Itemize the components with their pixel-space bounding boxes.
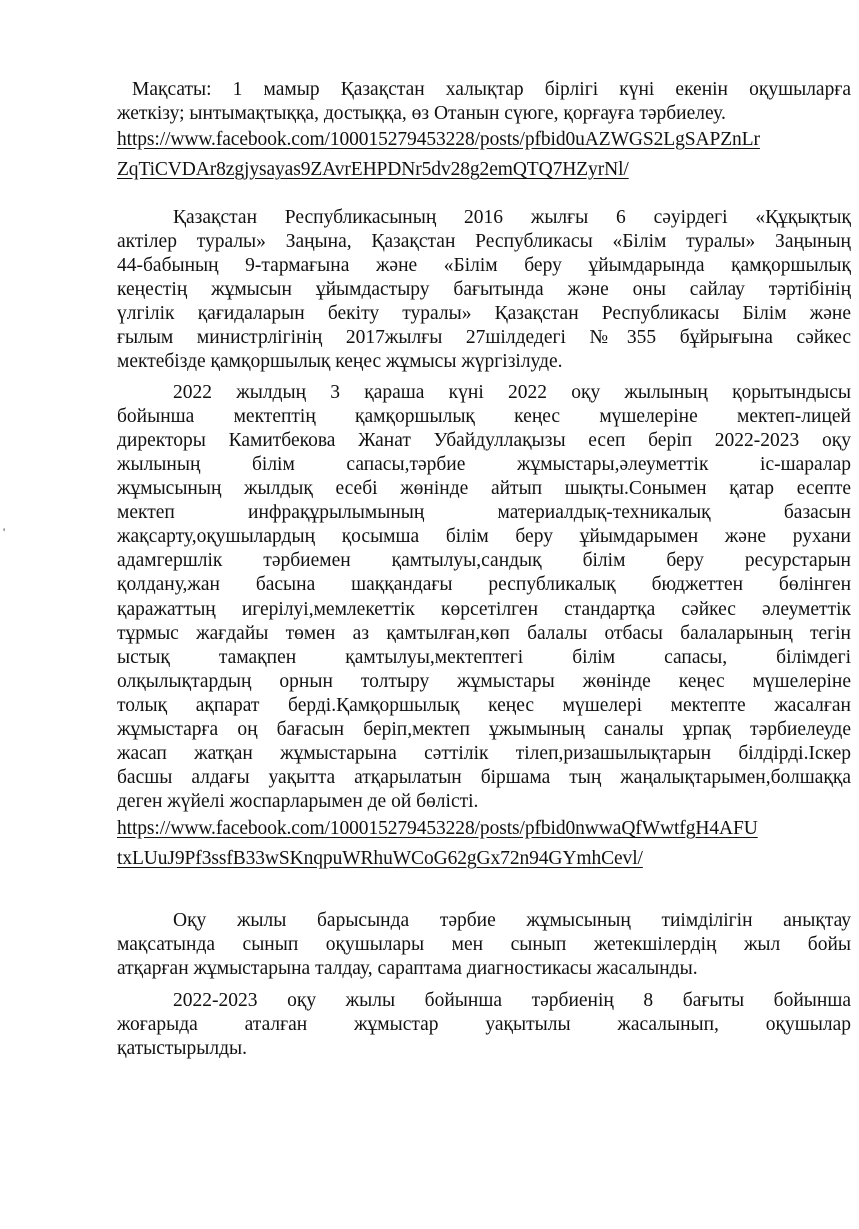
text-line: олқылықтардың орнын толтыру жұмыстары жөнінде кеңес мүшелеріне — [117, 671, 851, 692]
text-line: қатыстырылды. — [117, 1038, 248, 1059]
text-line: қолдану,жан басына шаққандағы республикалық бюджеттен бөлінген — [117, 574, 851, 595]
text-line: адамгершлік тәрбиемен қамтылуы,сандық білім беру ресурстарын — [117, 550, 851, 571]
link-line[interactable]: https://www.facebook.com/100015279453228/posts/pfbid0nwwaQfWwtfgH4AFU — [117, 818, 758, 839]
text-line: мақсатында сынып оқушылары мен сынып жетекшілердің жыл бойы — [117, 934, 851, 955]
text-line: жылының білім сапасы,тәрбие жұмыстары,әлеуметтік іс-шаралар — [117, 454, 851, 475]
text-line: жоғарыда аталған жұмыстар уақытылы жасалынып, оқушылар — [117, 1014, 851, 1035]
text-line: ыстық тамақпен қамтылуы,мектептегі білім сапасы, білімдегі — [117, 647, 851, 668]
text-line: жеткізу; ынтымақтыққа, достыққа, өз Отанын сүюге, қорғауға тәрбиелеу. — [117, 103, 726, 124]
text-line: тұрмыс жағдайы төмен аз қамтылған,көп балалы отбасы балаларының тегін — [117, 623, 851, 644]
text-line: атқарған жұмыстарына талдау, сараптама диагностикасы жасалынды. — [117, 958, 698, 979]
link-line[interactable]: https://www.facebook.com/100015279453228/posts/pfbid0uAZWGS2LgSAPZnLr — [117, 129, 760, 150]
text-line: директоры Камитбекова Жанат Убайдуллақызы есеп беріп 2022-2023 оқу — [117, 430, 851, 451]
text-line: ғылым министрлігінің 2017жылғы 27шілдедегі №355 бұйрығына сәйкес — [117, 327, 851, 348]
text-line: қаражаттың игерілуі,мемлекеттік көрсетілген стандартқа сәйкес әлеуметтік — [117, 599, 851, 620]
text-line: деген жүйелі жоспарларымен де ой бөлісті. — [117, 791, 479, 812]
text-line: жақсарту,оқушылардың қосымша білім беру ұйымдарымен және рухани — [117, 526, 851, 547]
text-line: мектебізде қамқоршылық кеңес жұмысы жүргізілуде. — [117, 351, 563, 372]
text-line: Қазақстан Республикасының 2016 жылғы 6 сәуірдегі «Құқықтық — [173, 207, 851, 228]
text-line: Оқу жылы барысында тәрбие жұмысының тиімділігін анықтау — [173, 910, 851, 931]
text-line: кеңестің жұмысын ұйымдастыру бағытында және оны сайлау тәртібінің — [117, 279, 851, 300]
text-line: толық ақпарат берді.Қамқоршылық кеңес мүшелері мектепте жасалған — [117, 695, 851, 716]
link-line[interactable]: ZqTiCVDAr8zgjysayas9ZAvrEHPDNr5dv28g2emQTQ7HZyrNl/ — [117, 159, 629, 180]
text-line: бойынша мектептің қамқоршылық кеңес мүшелеріне мектеп-лицей — [117, 406, 851, 427]
text-line: 44-бабының 9-тармағына және «Білім беру ұйымдарында қамқоршылық — [117, 255, 851, 276]
text-line: жұмыстарға оң бағасын беріп,мектеп ұжымының саналы ұрпақ тәрбиелеуде — [117, 719, 851, 740]
link-line[interactable]: txLUuJ9Pf3ssfB33wSKnqpuWRhuWCoG62gGx72n94GYmhCevl/ — [117, 848, 643, 869]
margin-mark: ' — [3, 525, 6, 539]
text-line: үлгілік қағидаларын бекіту туралы» Қазақстан Республикасы Білім және — [117, 303, 851, 324]
text-line: жасап жатқан жұмыстарына сәттілік тілеп,ризашылықтарын білдірді.Іскер — [117, 743, 851, 764]
text-line: 2022-2023 оқу жылы бойынша тәрбиенің 8 бағыты бойынша — [173, 990, 851, 1011]
text-line: актілер туралы» Заңына, Қазақстан Республикасы «Білім туралы» Заңының — [117, 231, 851, 252]
text-line: Мақсаты: 1 мамыр Қазақстан халықтар бірлігі күні екенін оқушыларға — [132, 79, 851, 100]
text-line: басшы алдағы уақытта атқарылатын біршама тың жаңалықтарымен,болшаққа — [117, 767, 851, 788]
text-line: жұмысының жылдық есебі жөнінде айтып шықты.Сонымен қатар есепте — [117, 478, 851, 499]
text-line: 2022 жылдың 3 қараша күні 2022 оқу жылының қорытындысы — [173, 382, 851, 403]
text-line: мектеп инфрақұрылымының материалдық-техникалық базасын — [117, 502, 851, 523]
